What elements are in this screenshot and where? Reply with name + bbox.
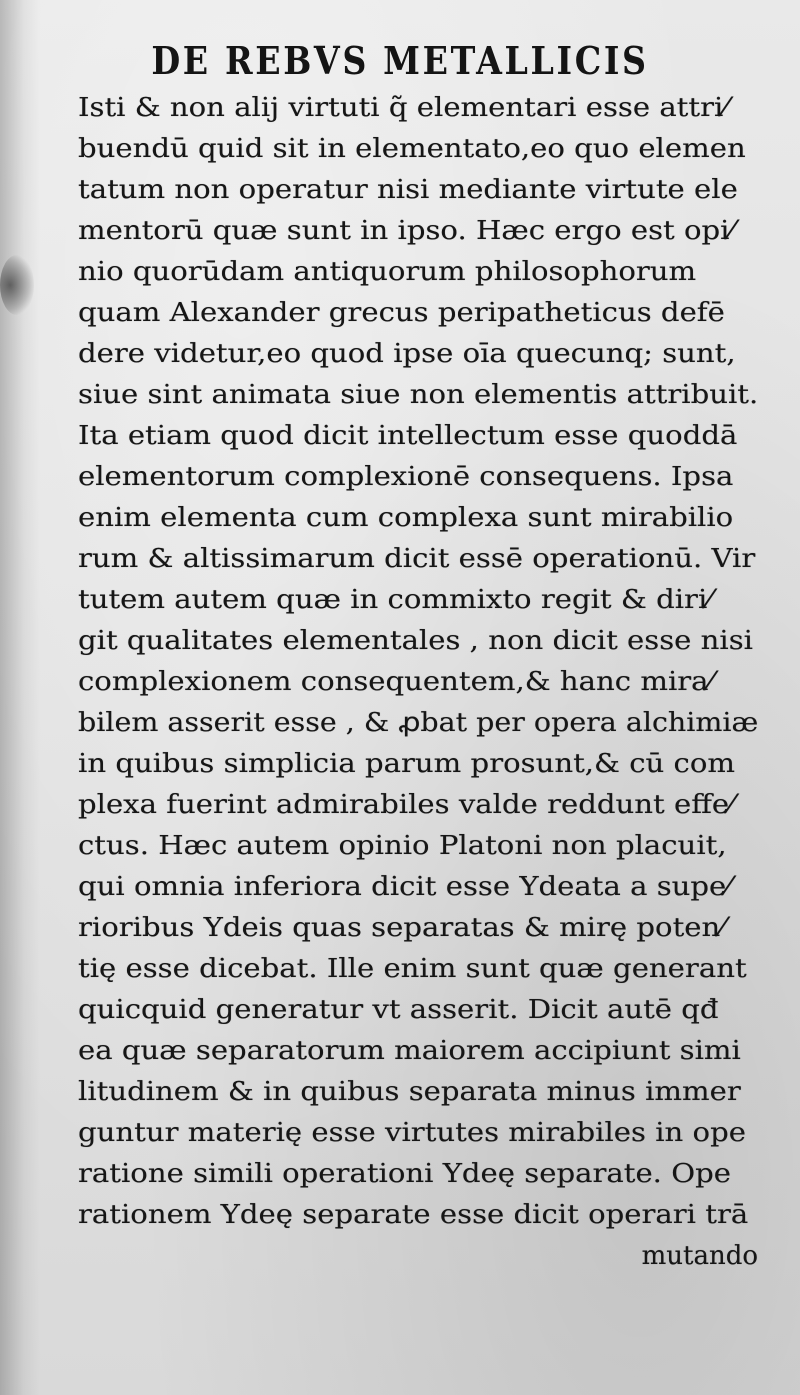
text-line: mentorū quæ sunt in ipso. Hæc ergo est opi⁄ xyxy=(78,216,735,246)
text-line: quicquid generatur vt asserit. Dicit autē qđ xyxy=(78,995,719,1025)
text-block xyxy=(78,88,758,1318)
text-line: rationem Ydeę separate esse dicit operari trā xyxy=(78,1200,749,1230)
text-line: tutem autem quæ in commixto regit & diri⁄ xyxy=(78,585,713,615)
text-line: ctus. Hæc autem opinio Platoni non placuit, xyxy=(78,831,727,861)
text-line: siue sint animata siue non elementis attribuit. xyxy=(78,380,758,410)
text-line: in quibus simplicia parum prosunt,& cū com xyxy=(78,749,736,779)
text-line: bilem asserit esse , & ꝓbat per opera alchimiæ xyxy=(78,708,758,738)
text-line: Ita etiam quod dicit intellectum esse quoddā xyxy=(78,421,738,451)
text-line: rioribus Ydeis quas separatas & mirę poten⁄ xyxy=(78,913,726,943)
text-line: qui omnia inferiora dicit esse Ydeata a supe⁄ xyxy=(78,872,732,902)
text-line: guntur materię esse virtutes mirabiles in ope xyxy=(78,1118,746,1148)
text-line: ratione simili operationi Ydeę separate. Ope xyxy=(78,1159,731,1189)
text-line: Isti & non alij virtuti q̃ elementari esse attri⁄ xyxy=(78,93,729,123)
text-line: rum & altissimarum dicit essē operationū. Vir xyxy=(78,544,756,574)
catchword: mutando xyxy=(641,1241,758,1271)
text-line: tię esse dicebat. Ille enim sunt quæ generant xyxy=(78,954,747,984)
text-line: buendū quid sit in elementato,eo quo elemen xyxy=(78,134,746,164)
text-line: complexionem consequentem,& hanc mira⁄ xyxy=(78,667,714,697)
text-line: git qualitates elementales , non dicit esse nisi xyxy=(78,626,753,656)
text-line: nio quorūdam antiquorum philosophorum xyxy=(78,257,697,287)
ink-stain xyxy=(0,255,34,315)
text-line: quam Alexander grecus peripatheticus defē xyxy=(78,298,725,328)
running-head: DE REBVS METALLICIS xyxy=(151,38,649,83)
text-line: ea quæ separatorum maiorem accipiunt simi xyxy=(78,1036,741,1066)
text-line: litudinem & in quibus separata minus immer xyxy=(78,1077,741,1107)
text-line: tatum non operatur nisi mediante virtute ele xyxy=(78,175,738,205)
page-gutter-shadow xyxy=(0,0,40,1395)
text-line: enim elementa cum complexa sunt mirabilio xyxy=(78,503,734,533)
text-line: plexa fuerint admirabiles valde reddunt effe⁄ xyxy=(78,790,735,820)
text-line: dere videtur,eo quod ipse oīa quecunq; sunt, xyxy=(78,339,736,369)
text-line: elementorum complexionē consequens. Ipsa xyxy=(78,462,734,492)
